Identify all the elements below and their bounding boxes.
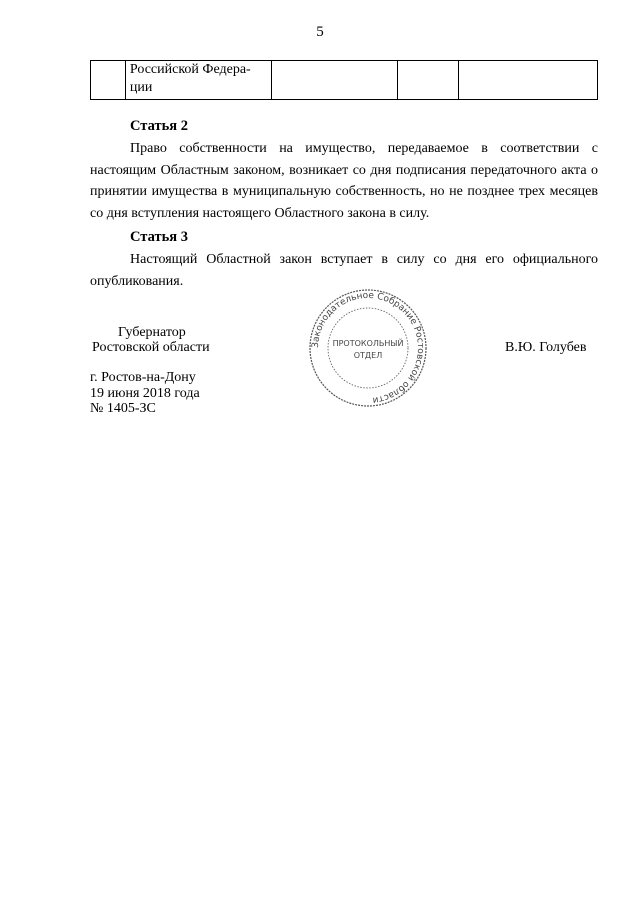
svg-text:ПРОТОКОЛЬНЫЙ: ПРОТОКОЛЬНЫЙ <box>332 339 404 348</box>
table-cell <box>271 61 398 100</box>
page-number: 5 <box>316 24 324 40</box>
table-cell-recipient: Российской Федера- ции <box>125 61 271 100</box>
signature-name: В.Ю. Голубев <box>505 340 587 355</box>
table-cell <box>459 61 598 100</box>
table-cell <box>398 61 459 100</box>
article-2-text: Право собственности на имущество, передаваемое в соответствии с настоящим Областным законом, возникает со дня подписания передаточного акта о принятии имущества в муниципальную собственность, но не позднее трех месяцев со дня вступления настоящего Областного закона в силу. <box>90 141 598 221</box>
article-3-heading: Статья 3 <box>130 229 188 245</box>
article-2-heading: Статья 2 <box>130 118 188 134</box>
article-3-text: Настоящий Областной закон вступает в силу со дня его официального опубликования. <box>90 252 598 289</box>
svg-text:Законодательное Собрание Росто: Законодательное Собрание Ростовской области <box>310 290 426 405</box>
svg-text:ОТДЕЛ: ОТДЕЛ <box>353 351 383 360</box>
table-row <box>91 61 598 100</box>
property-table <box>90 60 598 100</box>
table-cell <box>91 61 126 100</box>
document-date: 19 июня 2018 года <box>90 386 200 401</box>
signature-position-line1: Губернатор <box>118 325 186 340</box>
signature-position-line2: Ростовской области <box>92 340 210 355</box>
place-city: г. Ростов-на-Дону <box>90 370 196 385</box>
document-number: № 1405-ЗС <box>90 401 156 416</box>
official-stamp-seal <box>303 288 433 408</box>
